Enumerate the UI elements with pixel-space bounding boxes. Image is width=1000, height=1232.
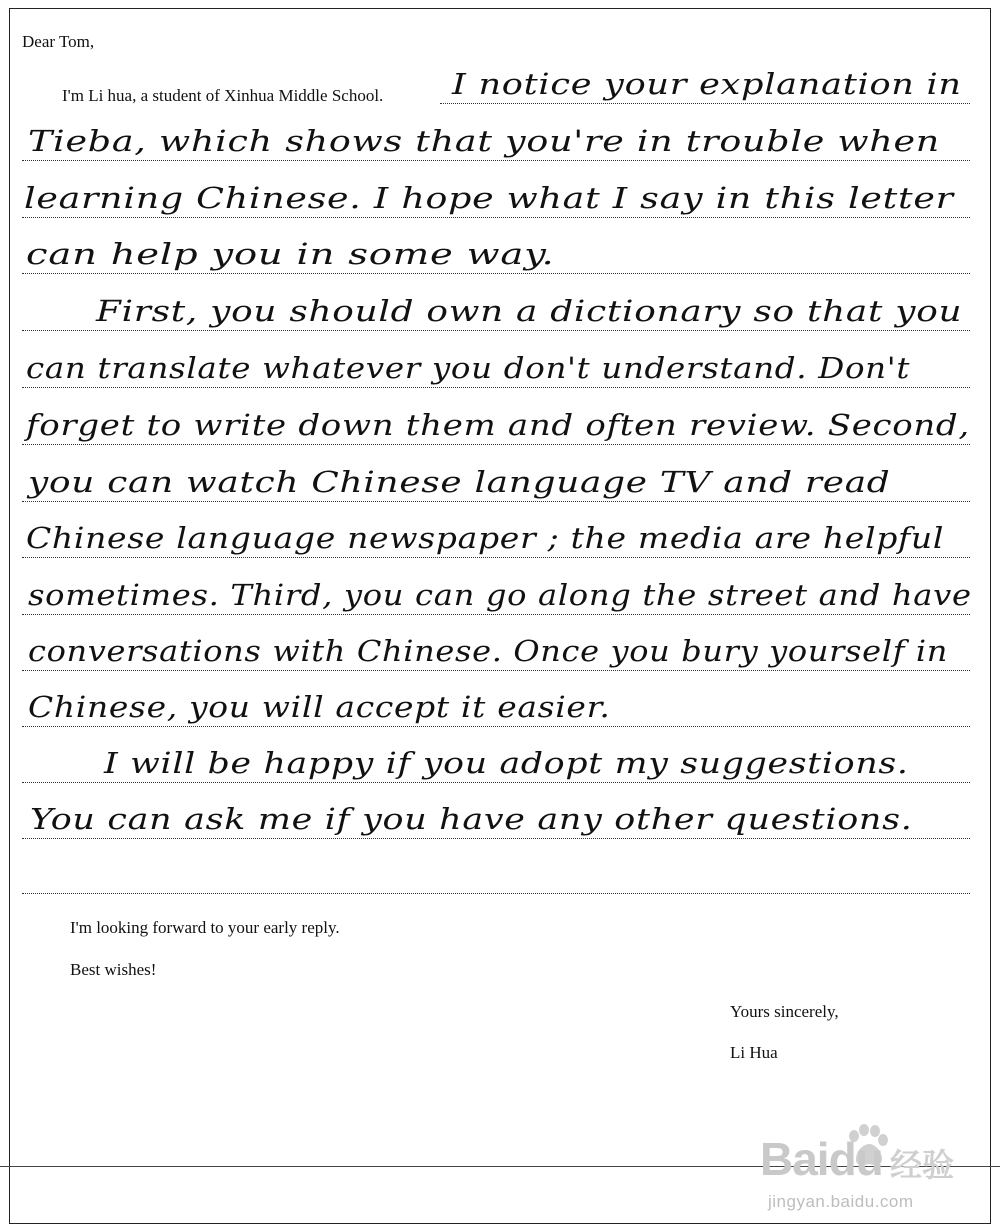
handwritten-line: conversations with Chinese. Once you bury yourself in	[28, 634, 949, 668]
salutation: Dear Tom,	[22, 32, 95, 51]
handwritten-line: Chinese language newspaper ; the media are helpful	[26, 521, 945, 555]
writing-line	[22, 726, 970, 727]
writing-line	[22, 501, 970, 502]
handwritten-line: You can ask me if you have any other questions.	[30, 802, 913, 836]
writing-line	[22, 557, 970, 558]
handwritten-line: can translate whatever you don't understand. Don't	[26, 351, 911, 385]
writing-line	[22, 387, 970, 388]
handwritten-line: First, you should own a dictionary so that you	[96, 294, 963, 328]
handwritten-line: you can watch Chinese language TV and read	[28, 465, 891, 499]
writing-line	[22, 273, 970, 274]
handwritten-line: Chinese, you will accept it easier.	[28, 690, 611, 724]
closing-line: I'm looking forward to your early reply.	[70, 918, 340, 937]
writing-line	[22, 893, 970, 894]
baidu-watermark	[760, 1126, 982, 1226]
watermark-brand: Baidu	[760, 1133, 883, 1185]
handwritten-line: sometimes. Third, you can go along the street and have	[28, 578, 972, 612]
handwritten-line: forget to write down them and often review. Second,	[26, 408, 970, 442]
handwritten-line: Tieba, which shows that you're in trouble when	[28, 124, 941, 158]
handwritten-line: learning Chinese. I hope what I say in this letter	[24, 181, 954, 215]
opening-sentence: I'm Li hua, a student of Xinhua Middle School.	[62, 86, 384, 105]
writing-line	[22, 838, 970, 839]
signature-name: Li Hua	[730, 1043, 778, 1062]
writing-line	[22, 782, 970, 783]
writing-line	[22, 330, 970, 331]
writing-line	[22, 444, 970, 445]
writing-line	[22, 614, 970, 615]
handwritten-line: can help you in some way.	[26, 237, 555, 271]
writing-line	[22, 217, 970, 218]
watermark-url: jingyan.baidu.com	[768, 1192, 914, 1211]
sign-off: Yours sincerely,	[730, 1002, 839, 1021]
handwritten-line: I notice your explanation in	[452, 67, 962, 101]
writing-line	[22, 160, 970, 161]
handwritten-line: I will be happy if you adopt my suggestions.	[104, 746, 909, 780]
watermark-brand-cn: 经验	[890, 1146, 955, 1184]
writing-line	[440, 103, 970, 104]
writing-line	[22, 670, 970, 671]
best-wishes: Best wishes!	[70, 960, 157, 979]
